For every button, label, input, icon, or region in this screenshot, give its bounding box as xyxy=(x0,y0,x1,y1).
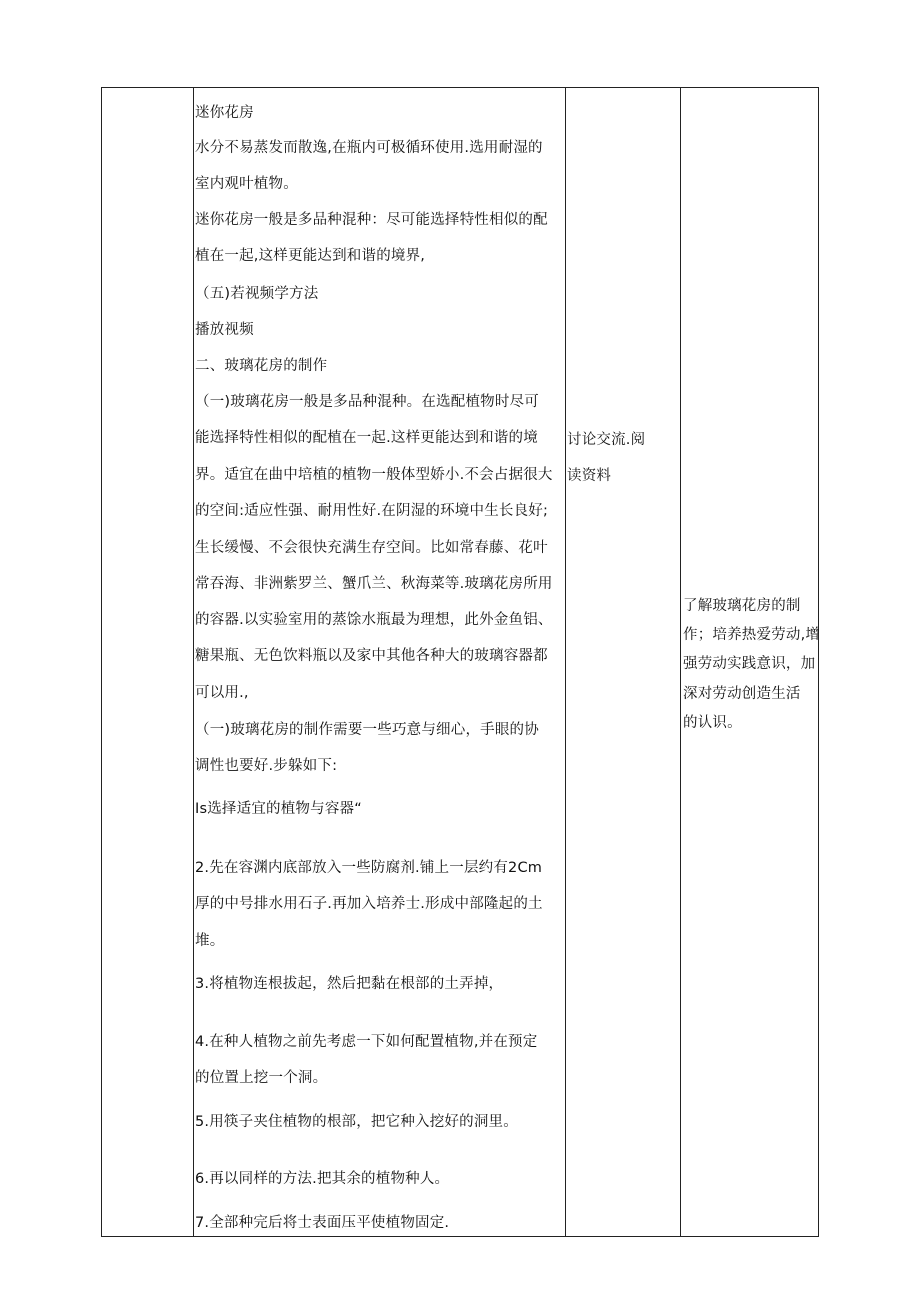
content-line: （一)玻璃花房的制作需要一些巧意与细心，手眼的协 xyxy=(195,722,539,738)
content-line: 水分不易蒸发而散逸,在瓶内可极循环使用.选用耐湿的 xyxy=(195,140,543,156)
content-line: 糖果瓶、无色饮料瓶以及家中其他各种大的玻璃容器都 xyxy=(195,648,548,664)
content-line: 室内观叶植物。 xyxy=(195,176,298,192)
column-divider xyxy=(565,87,566,1237)
goal-line: 了解玻璃花房的制 xyxy=(683,598,801,614)
goal-line: 强劳动实践意识，加 xyxy=(683,656,816,672)
step-item: 6.再以同样的方法.把其余的植物种人。 xyxy=(195,1171,450,1187)
content-line: 的位置上挖一个洞。 xyxy=(195,1070,328,1086)
step-item: Is选择适宜的植物与容器“ xyxy=(195,801,362,817)
content-line: 调性也要好.步躲如下: xyxy=(195,758,338,774)
step-item: 7.全部种完后将士表面压平使植物固定. xyxy=(195,1215,450,1231)
goal-line: 作；培养热爱劳动,增 xyxy=(683,627,821,643)
content-line: 的空间:适应性强、耐用性好.在阴湿的环境中生长良好; xyxy=(195,503,549,519)
column-divider xyxy=(680,87,681,1237)
column-divider xyxy=(193,87,194,1237)
content-line: 可以用., xyxy=(195,685,249,701)
content-line: 界。适宜在曲中培植的植物一般体型娇小.不会占据很大 xyxy=(195,467,553,483)
content-line: 堆。 xyxy=(195,933,225,949)
activity-line: 读资料 xyxy=(567,468,612,484)
content-line: 的容器.以实验室用的蒸馀水瓶最为理想，此外金鱼铝、 xyxy=(195,612,553,628)
subsection-heading: （五)若视频学方法 xyxy=(195,286,319,302)
section-heading: 二、玻璃花房的制作 xyxy=(195,358,328,374)
content-line: 厚的中号排水用石子.再加入培养士.形成中部隆起的土 xyxy=(195,896,543,912)
goal-line: 深对劳动创造生活 xyxy=(683,686,801,702)
content-line: 迷你花房一般是多品种混种：尽可能选择特性相似的配 xyxy=(195,212,548,228)
content-line: （一)玻璃花房一般是多品种混种。在选配植物时尽可 xyxy=(195,394,539,410)
step-item: 4.在种人植物之前先考虑一下如何配置植物,并在预定 xyxy=(195,1034,538,1050)
content-line: 播放视频 xyxy=(195,322,254,338)
step-item: 5.用筷子夹住植物的根部，把它种入挖好的洞里。 xyxy=(195,1114,518,1130)
content-line: 常吞海、非洲紫罗兰、蟹爪兰、秋海菜等.玻璃花房所用 xyxy=(195,576,553,592)
content-line: 能选择特性相似的配植在一起.这样更能达到和谐的境 xyxy=(195,430,538,446)
section-title: 迷你花房 xyxy=(195,105,254,121)
step-item: 2.先在容渊内底部放入一些防腐剂.铺上一层约有2Cm xyxy=(195,860,543,876)
content-line: 植在一起,这样更能达到和谐的境界, xyxy=(195,248,426,264)
goal-line: 的认识。 xyxy=(683,715,742,731)
content-line: 生长缓慢、不会很快充满生存空间。比如常春藤、花叶 xyxy=(195,540,548,556)
step-item: 3.将植物连根拔起，然后把黏在根部的土弄掉， xyxy=(195,976,504,992)
activity-line: 讨论交流.阅 xyxy=(567,432,646,448)
